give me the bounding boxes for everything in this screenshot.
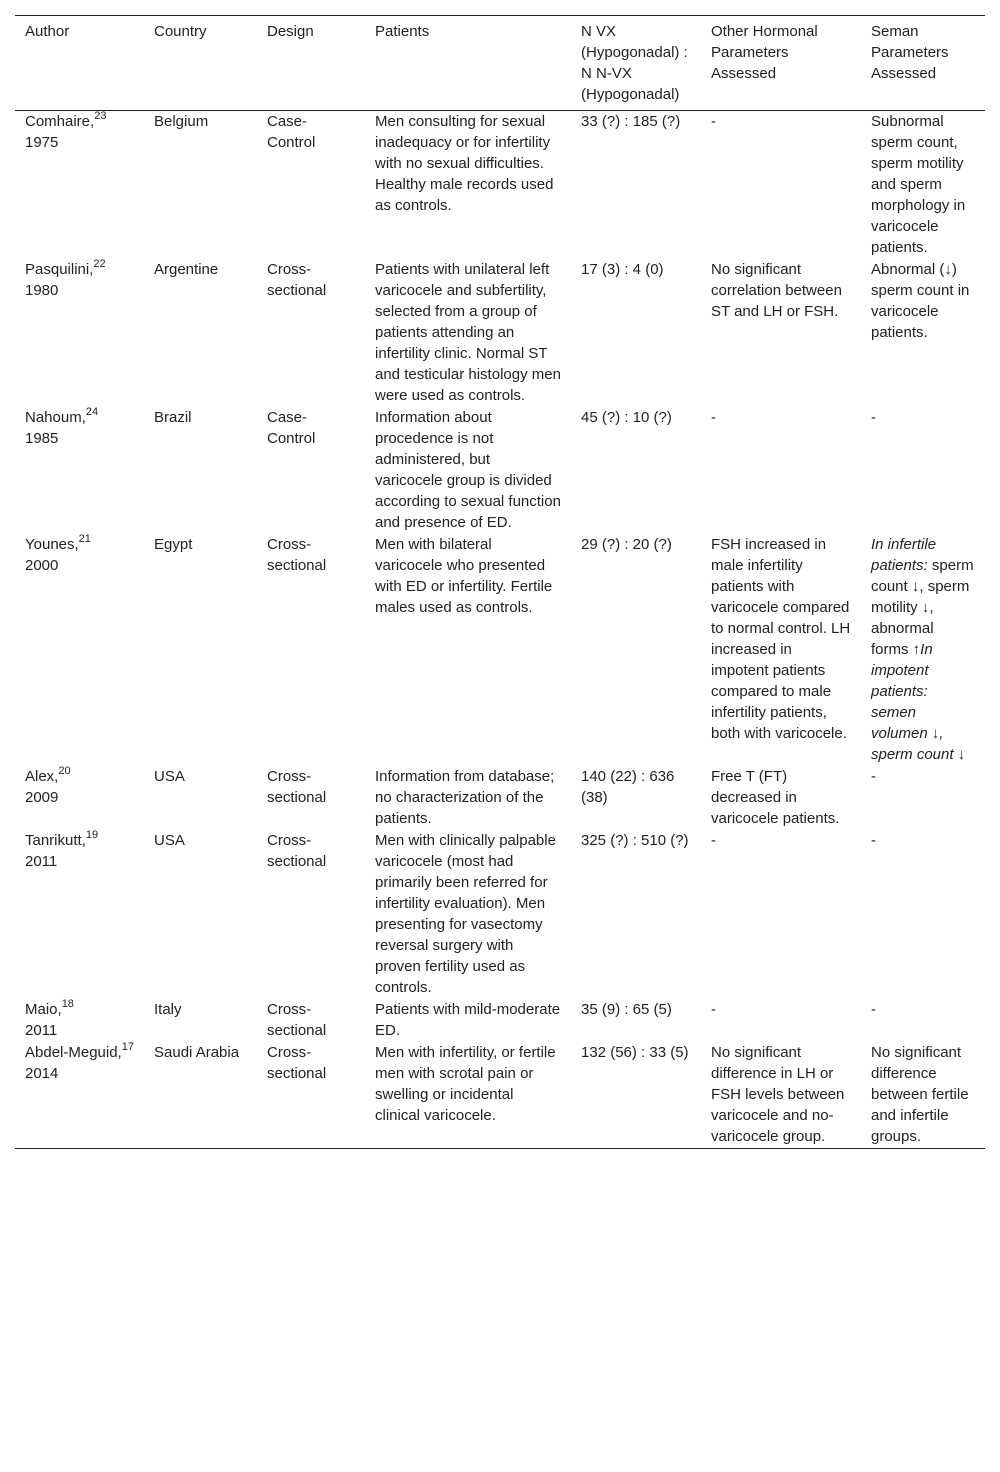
cell-n: 33 (?) : 185 (?) <box>581 113 681 130</box>
table-body <box>15 111 985 1149</box>
header-country: Country <box>154 23 207 40</box>
cell-n: 325 (?) : 510 (?) <box>581 832 689 849</box>
reference-number: 17 <box>121 1041 134 1053</box>
reference-number: 22 <box>93 258 106 270</box>
reference-number: 24 <box>85 406 99 418</box>
cell-design: Cross-sectional <box>267 768 327 806</box>
author-year: 2009 <box>25 789 59 806</box>
reference-number: 23 <box>94 110 107 122</box>
studies-table <box>15 15 985 1149</box>
header-hormonal: Other Hormonal Parameters Assessed <box>711 23 818 82</box>
cell-hormonal: - <box>711 1001 716 1018</box>
cell-author <box>15 999 144 1042</box>
cell-country: USA <box>154 832 185 849</box>
cell-design: Cross-sectional <box>267 832 327 870</box>
table-header <box>15 16 985 111</box>
author-year: 2011 <box>25 1022 58 1039</box>
header-n: N VX (Hypogonadal) : N N-VX (Hypogonadal) <box>581 23 688 103</box>
cell-semen <box>861 534 985 766</box>
cell-author <box>15 830 144 999</box>
author-name: Younes, <box>25 536 79 553</box>
author-name: Tanrikutt, <box>25 832 86 849</box>
cell-design: Case-Control <box>267 113 316 151</box>
cell-patients: Information about procedence is not administered, but varicocele group is divided according to sexual function and presence of ED. <box>375 409 561 531</box>
cell-n: 17 (3) : 4 (0) <box>581 261 664 278</box>
cell-n: 140 (22) : 636 (38) <box>581 768 675 806</box>
cell-hormonal: Free T (FT) decreased in varicocele patients. <box>711 768 840 827</box>
author-name: Abdel-Meguid, <box>25 1044 122 1061</box>
table-row <box>15 111 985 260</box>
cell-author <box>15 534 144 766</box>
table-row <box>15 1042 985 1149</box>
cell-patients: Men consulting for sexual inadequacy or for infertility with no sexual difficulties. Healthy male records used as controls. <box>375 113 554 214</box>
author-year: 1975 <box>25 134 59 151</box>
cell-semen: Abnormal (↓) sperm count in varicocele patients. <box>871 261 970 341</box>
cell-semen: - <box>871 1001 876 1018</box>
cell-hormonal: - <box>711 409 716 426</box>
cell-country: USA <box>154 768 185 785</box>
cell-author <box>15 111 144 260</box>
semen-infertile-values: sperm count ↓, sperm motility ↓, abnormal forms ↑ <box>871 557 974 658</box>
author-year: 2011 <box>25 853 58 870</box>
cell-country: Egypt <box>154 536 193 553</box>
cell-design: Cross-sectional <box>267 536 327 574</box>
author-name: Comhaire, <box>25 113 95 130</box>
cell-hormonal: No significant difference in LH or FSH levels between varicocele and no-varicocele group. <box>711 1044 845 1145</box>
reference-number: 19 <box>85 829 99 841</box>
cell-hormonal: - <box>711 832 716 849</box>
cell-patients: Patients with mild-moderate ED. <box>375 1001 561 1039</box>
cell-country: Saudi Arabia <box>154 1044 240 1061</box>
semen-infertile-label: In infertile patients: <box>871 536 937 574</box>
cell-author <box>15 407 144 534</box>
cell-country: Brazil <box>154 409 192 426</box>
cell-author <box>15 1042 144 1149</box>
table-row <box>15 534 985 766</box>
reference-number: 18 <box>61 998 74 1010</box>
cell-hormonal: FSH increased in male infertility patients with varicocele compared to normal control. LH increased in impotent patients compared to male infertility patients, both with varicocele. <box>711 536 851 742</box>
header-patients: Patients <box>375 23 430 40</box>
cell-n: 29 (?) : 20 (?) <box>581 536 672 553</box>
cell-n: 45 (?) : 10 (?) <box>581 409 672 426</box>
author-year: 1980 <box>25 282 59 299</box>
cell-author <box>15 766 144 830</box>
study-table-container <box>15 15 985 1149</box>
author-name: Maio, <box>25 1001 62 1018</box>
cell-semen: - <box>871 832 876 849</box>
cell-hormonal: - <box>711 113 716 130</box>
cell-hormonal: No significant correlation between ST and LH or FSH. <box>711 261 842 320</box>
cell-n: 132 (56) : 33 (5) <box>581 1044 689 1061</box>
table-row <box>15 999 985 1042</box>
cell-design: Cross-sectional <box>267 1001 327 1039</box>
cell-country: Belgium <box>154 113 209 130</box>
table-row <box>15 407 985 534</box>
cell-patients: Men with bilateral varicocele who presented with ED or infertility. Fertile males used as controls. <box>375 536 553 616</box>
author-year: 1985 <box>25 430 59 447</box>
cell-country: Italy <box>154 1001 182 1018</box>
cell-patients: Patients with unilateral left varicocele and subfertility, selected from a group of patients attending an infertility clinic. Normal ST and testicular histology men were used as controls. <box>375 261 561 404</box>
author-name: Pasquilini, <box>25 261 94 278</box>
cell-semen: - <box>871 768 876 785</box>
header-semen: Seman Parameters Assessed <box>871 23 949 82</box>
header-design: Design <box>267 23 314 40</box>
header-row <box>15 16 985 111</box>
cell-design: Cross-sectional <box>267 1044 327 1082</box>
author-year: 2000 <box>25 557 59 574</box>
author-name: Alex, <box>25 768 59 785</box>
cell-semen: - <box>871 409 876 426</box>
semen-impotent-values: In impotent patients: semen volumen ↓, sperm count ↓ <box>871 641 966 763</box>
reference-number: 21 <box>78 533 91 545</box>
cell-patients: Men with clinically palpable varicocele (most had primarily been referred for infertility evaluation). Men presenting for vasectomy reversal surgery with proven fertility used as controls. <box>375 832 556 996</box>
cell-author <box>15 259 144 407</box>
table-row <box>15 830 985 999</box>
cell-semen: No significant difference between fertile and infertile groups. <box>871 1044 969 1145</box>
cell-country: Argentine <box>154 261 219 278</box>
cell-design: Case-Control <box>267 409 316 447</box>
reference-number: 20 <box>58 765 71 777</box>
cell-semen: Subnormal sperm count, sperm motility and sperm morphology in varicocele patients. <box>871 113 966 256</box>
table-row <box>15 259 985 407</box>
table-row <box>15 766 985 830</box>
author-year: 2014 <box>25 1065 59 1082</box>
cell-patients: Information from database; no characterization of the patients. <box>375 768 555 827</box>
cell-design: Cross-sectional <box>267 261 327 299</box>
cell-patients: Men with infertility, or fertile men with scrotal pain or swelling or incidental clinical varicocele. <box>375 1044 556 1124</box>
header-author: Author <box>25 23 70 40</box>
cell-n: 35 (9) : 65 (5) <box>581 1001 672 1018</box>
author-name: Nahoum, <box>25 409 86 426</box>
